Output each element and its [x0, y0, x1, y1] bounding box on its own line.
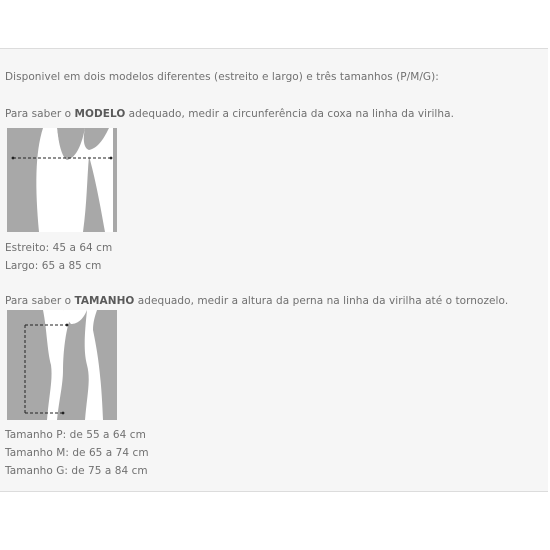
tamanho-instruction — [5, 295, 508, 307]
thigh-circumference-diagram-icon — [7, 128, 117, 232]
leg-height-diagram-icon — [7, 310, 117, 420]
tamanho-size-m: Tamanho M: de 65 a 74 cm — [5, 447, 149, 459]
info-panel — [0, 48, 548, 492]
tamanho-suffix: adequado, medir a altura da perna na linha da virilha até o tornozelo. — [134, 295, 509, 307]
modelo-instruction — [5, 108, 454, 120]
modelo-keyword: MODELO — [74, 108, 126, 120]
tamanho-keyword: TAMANHO — [74, 295, 135, 307]
tamanho-size-g: Tamanho G: de 75 a 84 cm — [5, 465, 148, 477]
tamanho-prefix: Para saber o — [5, 295, 75, 307]
modelo-suffix: adequado, medir a circunferência da coxa na linha da virilha. — [125, 108, 454, 120]
tamanho-size-p: Tamanho P: de 55 a 64 cm — [5, 429, 146, 441]
modelo-size-estreito: Estreito: 45 a 64 cm — [5, 242, 113, 254]
modelo-prefix: Para saber o — [5, 108, 75, 120]
intro-text: Disponivel em dois modelos diferentes (estreito e largo) e três tamanhos (P/M/G): — [5, 71, 439, 83]
modelo-size-largo: Largo: 65 a 85 cm — [5, 260, 102, 272]
